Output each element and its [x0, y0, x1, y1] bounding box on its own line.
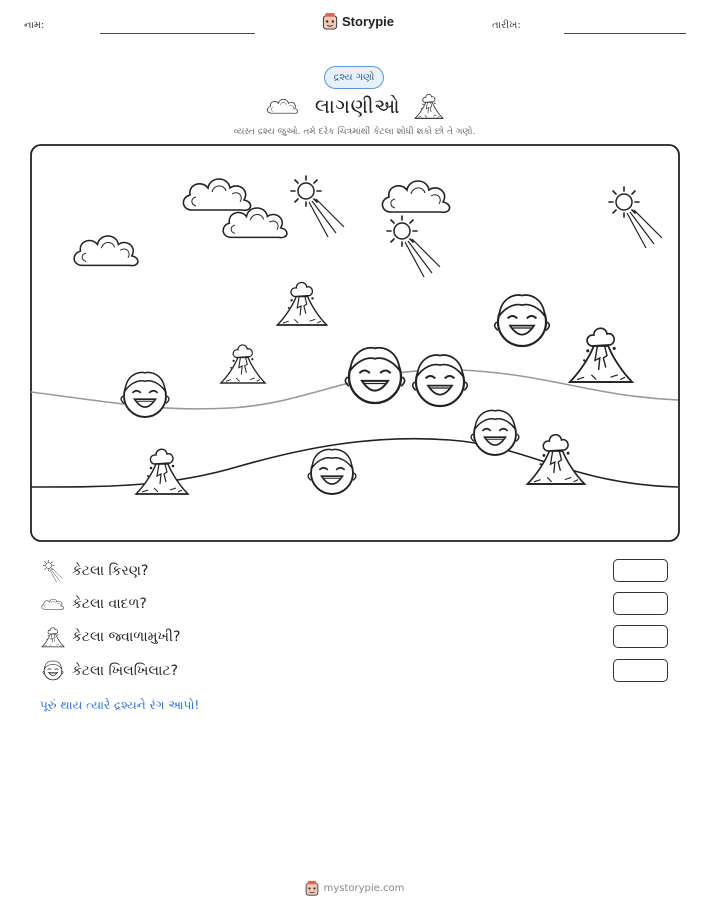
scene-panel	[30, 144, 680, 542]
question-label: કેટલા જ્વાળામુખી?	[72, 629, 181, 645]
answer-box-volcanoes[interactable]	[613, 625, 668, 648]
name-line[interactable]	[100, 33, 255, 34]
question-laughs	[40, 659, 178, 683]
answer-box-laughs[interactable]	[613, 659, 668, 682]
question-rays	[40, 559, 148, 583]
question-label: કેટલા ખિલખિલાટ?	[72, 663, 179, 679]
date-line[interactable]	[564, 33, 686, 34]
color-instruction: પૂરું થાય ત્યારે દ્રશ્યને રંગ આપો!	[40, 698, 200, 712]
question-volcanoes	[40, 625, 180, 649]
instructions: વ્યસ્ત દ્રશ્ય જુઓ. તમે દરેક ચિત્રમાંથી કેટલા શોધી શકો છો તે ગણો.	[233, 127, 476, 137]
volcano-icon	[41, 625, 65, 649]
storypie-logo-icon	[322, 12, 338, 30]
answer-box-clouds[interactable]	[613, 592, 668, 615]
site-url: mystorypie.com	[323, 882, 405, 894]
laughing-face-icon	[41, 659, 65, 683]
storypie-logo-icon	[305, 880, 319, 896]
question-label: કેટલા વાદળ?	[72, 596, 147, 612]
date-label: તારીખ:	[492, 20, 521, 31]
answer-box-rays[interactable]	[613, 559, 668, 582]
page-title: લાગણીઓ	[314, 94, 401, 118]
activity-badge: દ્રશ્ય ગણો	[324, 66, 384, 89]
cloud-icon	[265, 92, 301, 120]
volcano-icon	[414, 90, 444, 122]
brand-name: Storypie	[342, 13, 395, 29]
brand-logo	[322, 12, 394, 30]
question-label: કેટલા કિરણ?	[72, 563, 149, 579]
cloud-icon	[40, 594, 66, 614]
title-row	[0, 90, 709, 122]
sun-rays-icon	[41, 559, 65, 583]
question-clouds	[40, 592, 147, 616]
site-footer	[0, 880, 709, 896]
name-label: નામ:	[24, 20, 45, 31]
